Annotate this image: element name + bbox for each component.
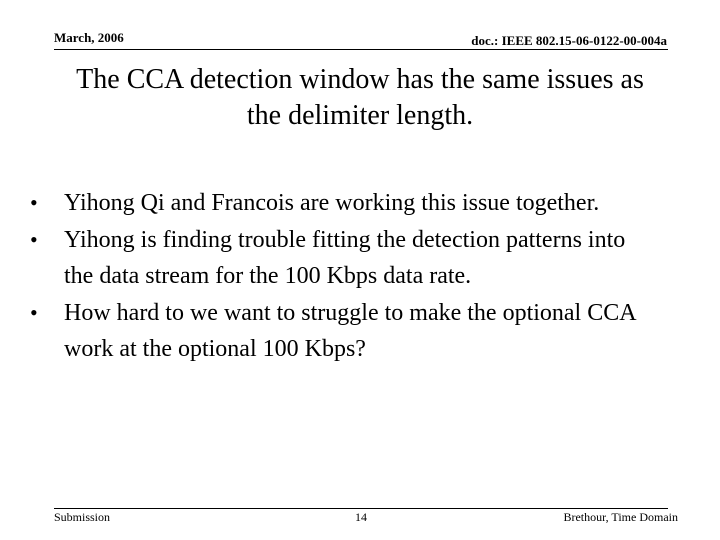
slide-title: The CCA detection window has the same issues as the delimiter length. — [76, 64, 644, 131]
footer-page-number: 14 — [355, 510, 367, 524]
footer-author: Brethour, Time Domain — [563, 510, 678, 524]
header-divider — [54, 49, 668, 50]
bullet-text: Yihong Qi and Francois are working this issue together. — [64, 190, 600, 216]
bullet-text: Yihong is finding trouble fitting the detection patterns into the data stream for the 100 Kbps data rate. — [64, 227, 626, 289]
bullet-item — [30, 222, 640, 294]
bullet-item — [30, 295, 640, 367]
header-doc-id: doc.: IEEE 802.15-06-0122-00-004a — [471, 33, 667, 48]
bullet-icon: • — [30, 190, 38, 215]
bullet-icon: • — [30, 300, 38, 325]
bullet-list — [30, 185, 640, 368]
header-date: March, 2006 — [54, 30, 124, 45]
bullet-item — [30, 185, 640, 221]
bullet-text: How hard to we want to struggle to make the optional CCA work at the optional 100 Kbps? — [64, 300, 636, 362]
bullet-icon: • — [30, 227, 38, 252]
footer-submission: Submission — [54, 510, 111, 524]
footer-divider — [54, 508, 668, 509]
